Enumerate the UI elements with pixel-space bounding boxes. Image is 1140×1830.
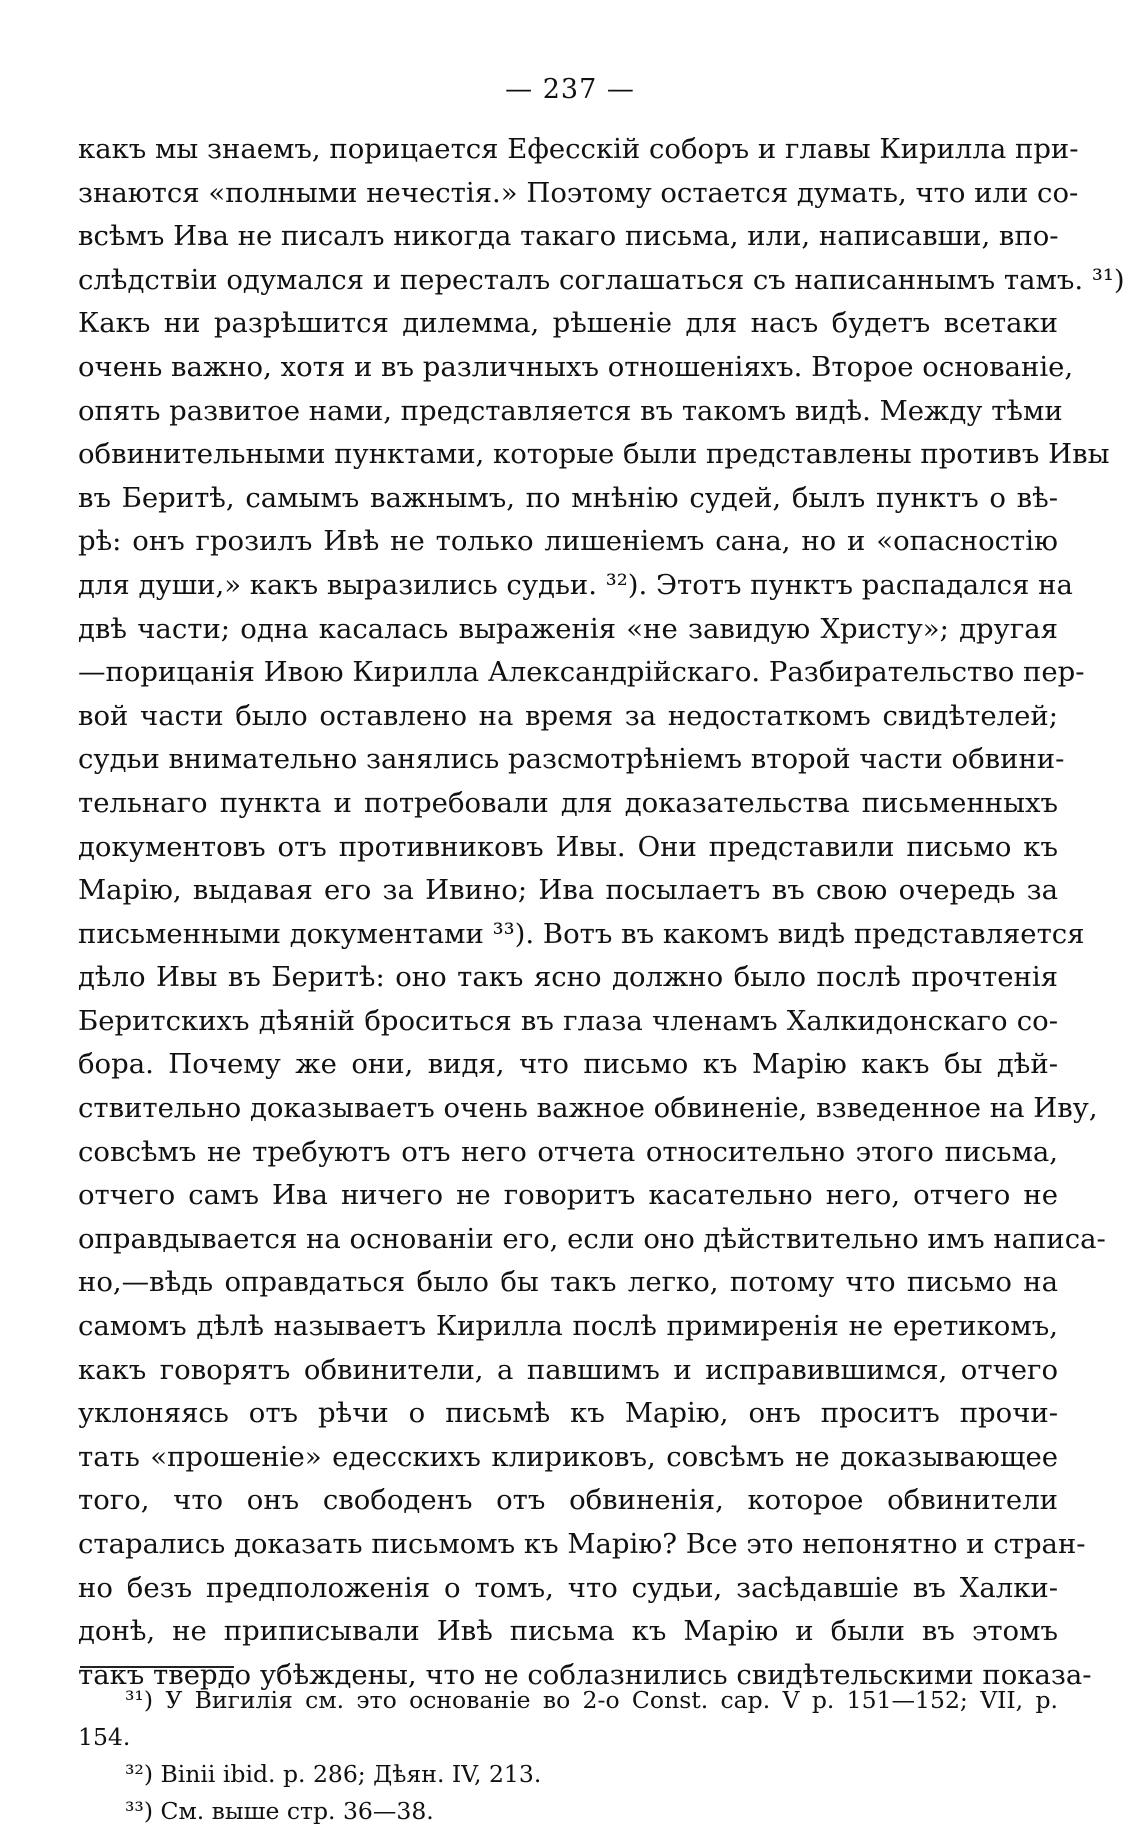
text-line: вой части было оставлено на время за недостаткомъ свидѣтелей;: [78, 699, 1058, 732]
text-line: тать «прошеніе» едесскихъ клириковъ, совсѣмъ не доказывающее: [78, 1440, 1058, 1473]
footnotes: [78, 1682, 1058, 1830]
footnote-31-line-2: 154.: [78, 1723, 131, 1751]
text-line: —порицанія Ивою Кирилла Александрійскаго. Разбирательство пер-: [78, 656, 1085, 689]
text-line: очень важно, хотя и въ различныхъ отношеніяхъ. Второе основаніе,: [78, 350, 1074, 383]
text-line: Марію, выдавая его за Ивино; Ива посылаетъ въ свою очередь за: [78, 874, 1058, 907]
text-line: всѣмъ Ива не писалъ никогда такаго письма, или, написавши, впо-: [78, 220, 1059, 253]
text-line: двѣ части; одна касалась выраженія «не завидую Христу»; другая: [78, 612, 1058, 645]
text-line: въ Беритѣ, самымъ важнымъ, по мнѣнію судей, былъ пунктъ о вѣ-: [78, 481, 1058, 514]
text-line: совсѣмъ не требуютъ отъ него отчета относительно этого письма,: [78, 1135, 1058, 1168]
text-line: рѣ: онъ грозилъ Ивѣ не только лишеніемъ сана, но и «опасностію: [78, 525, 1058, 558]
footnote-31-line-1: ³¹) У Вигилія см. это основаніе во 2-о Const. cap. V p. 151—152; VII, p.: [125, 1686, 1058, 1714]
text-line: такъ твердо убѣждены, что не соблазнились свидѣтельскими показа-: [78, 1658, 1092, 1691]
text-line: тельнаго пункта и потребовали для доказательства письменныхъ: [78, 786, 1058, 819]
text-line: судьи внимательно занялись разсмотрѣніемъ второй части обвини-: [78, 743, 1065, 776]
text-line: старались доказать письмомъ къ Марію? Все это непонятно и стран-: [78, 1528, 1086, 1560]
text-line: ствительно доказываетъ очень важное обвиненіе, взведенное на Иву,: [78, 1092, 1098, 1125]
page-number: — 237 —: [505, 74, 635, 105]
text-line: бора. Почему же они, видя, что письмо къ Марію какъ бы дѣй-: [78, 1048, 1058, 1081]
text-line: уклоняясь отъ рѣчи о письмѣ къ Марію, онъ проситъ прочи-: [78, 1397, 1058, 1430]
text-line: для души,» какъ выразились судьи. ³²). Этотъ пунктъ распадался на: [78, 568, 1073, 601]
text-line: но,—вѣдь оправдаться было бы такъ легко, потому что письмо на: [78, 1266, 1058, 1299]
text-line: письменными документами ³³). Вотъ въ какомъ видѣ представляется: [78, 917, 1085, 950]
text-line: самомъ дѣлѣ называетъ Кирилла послѣ примиренія не еретикомъ,: [78, 1310, 1058, 1343]
text-line: слѣдствіи одумался и пересталъ соглашаться съ написаннымъ тамъ. ³¹): [78, 263, 1125, 296]
footnote-separator: [80, 1666, 234, 1668]
main-text: [78, 128, 1125, 1697]
text-line: но безъ предположенія о томъ, что судьи, засѣдавшіе въ Халки-: [78, 1571, 1058, 1604]
text-line: дѣло Ивы въ Беритѣ: оно такъ ясно должно было послѣ прочтенія: [78, 961, 1058, 994]
text-line: знаются «полными нечестія.» Поэтому остается думать, что или со-: [78, 176, 1079, 209]
text-line: документовъ отъ противниковъ Ивы. Они представили письмо къ: [78, 830, 1058, 863]
text-line: опять развитое нами, представляется въ такомъ видѣ. Между тѣми: [78, 394, 1063, 427]
text-line: обвинительными пунктами, которые были представлены противъ Ивы: [78, 438, 1110, 471]
footnote-32: ³²) Binii ibid. p. 286; Дѣян. IV, 213.: [125, 1760, 542, 1788]
text-line: того, что онъ свободенъ отъ обвиненія, которое обвинители: [78, 1484, 1058, 1517]
text-line: оправдывается на основаніи его, если оно дѣйствительно имъ написа-: [78, 1222, 1106, 1255]
text-line: Беритскихъ дѣяній броситься въ глаза членамъ Халкидонскаго со-: [78, 1004, 1058, 1037]
text-line: отчего самъ Ива ничего не говоритъ касательно него, отчего не: [78, 1179, 1058, 1212]
text-line: Какъ ни разрѣшится дилемма, рѣшеніе для насъ будетъ всетаки: [78, 307, 1058, 340]
text-line: какъ говорятъ обвинители, а павшимъ и исправившимся, отчего: [78, 1353, 1058, 1386]
text-line: какъ мы знаемъ, порицается Ефесскій соборъ и главы Кирилла при-: [78, 133, 1079, 165]
text-line: донѣ, не приписывали Ивѣ письма къ Марію и были въ этомъ: [78, 1615, 1058, 1648]
footnote-33: ³³) См. выше стр. 36—38.: [125, 1797, 434, 1825]
